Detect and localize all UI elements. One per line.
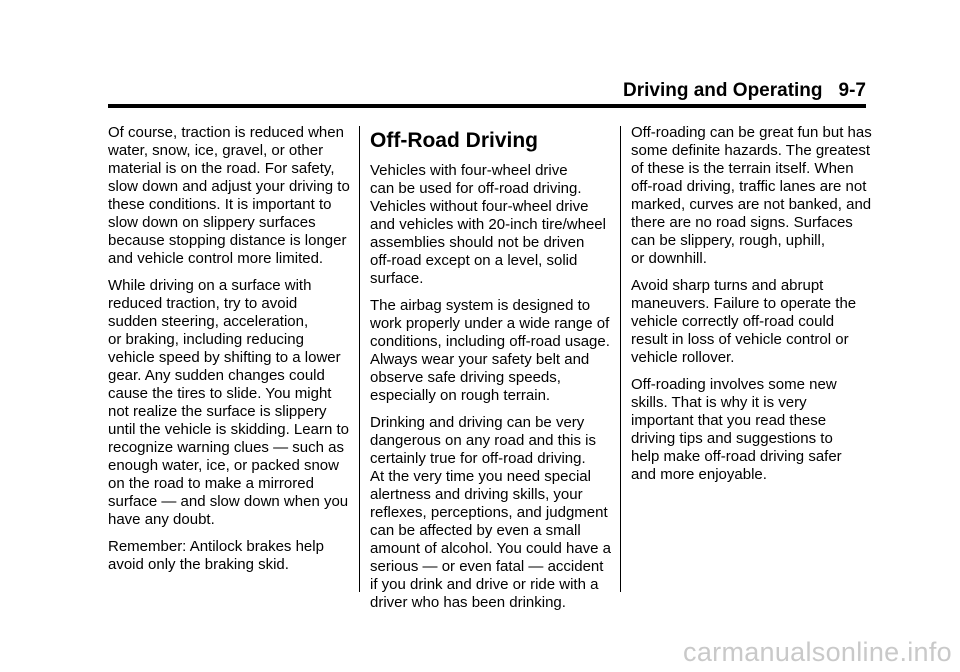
text-line: Remember: Antilock brakes help <box>108 538 324 555</box>
text-line: Off-roading involves some new <box>631 376 837 393</box>
text-line: off-road except on a level, solid <box>370 252 578 269</box>
text-line: assemblies should not be driven <box>370 234 585 251</box>
text-line: slow down on slippery surfaces <box>108 214 316 231</box>
text-line: important that you read these <box>631 412 827 429</box>
text-line: can be affected by even a small <box>370 522 581 539</box>
text-line: recognize warning clues — such as <box>108 439 344 456</box>
text-line: gear. Any sudden changes could <box>108 367 325 384</box>
text-line: off-road driving, traffic lanes are not <box>631 178 867 195</box>
section-title-header: Driving and Operating <box>623 80 823 101</box>
watermark: carmanualsonline.info <box>683 637 952 667</box>
text-line: Drinking and driving can be very <box>370 414 585 431</box>
text-line: conditions, including off-road usage. <box>370 333 610 350</box>
text-line: enough water, ice, or packed snow <box>108 457 339 474</box>
text-line: Vehicles with four-wheel drive <box>370 162 568 179</box>
text-line: vehicle correctly off-road could <box>631 313 835 330</box>
text-line: amount of alcohol. You could have a <box>370 540 612 557</box>
text-line: on the road to make a mirrored <box>108 475 314 492</box>
text-line: and vehicle control more limited. <box>108 250 324 267</box>
text-line: reduced traction, try to avoid <box>108 295 298 312</box>
paragraph <box>370 162 610 288</box>
text-line: if you drink and drive or ride with a <box>370 576 599 593</box>
text-line: help make off-road driving safer <box>631 448 842 465</box>
text-line: water, snow, ice, gravel, or other <box>108 142 324 159</box>
text-line: of these is the terrain itself. When <box>631 160 854 177</box>
text-line: reflexes, perceptions, and judgment <box>370 504 608 521</box>
text-line: some definite hazards. The greatest <box>631 142 871 159</box>
text-line: driving tips and suggestions to <box>631 430 833 447</box>
text-line: alertness and driving skills, your <box>370 486 583 503</box>
paragraph <box>631 124 871 268</box>
column-divider <box>620 126 621 592</box>
text-line: marked, curves are not banked, and <box>631 196 872 213</box>
text-line: these conditions. It is important to <box>108 196 332 213</box>
column-divider <box>359 126 360 592</box>
text-line: sudden steering, acceleration, <box>108 313 309 330</box>
paragraph <box>108 124 348 268</box>
text-line: can be slippery, rough, uphill, <box>631 232 826 249</box>
text-line: and more enjoyable. <box>631 466 767 483</box>
text-line: there are no road signs. Surfaces <box>631 214 853 231</box>
text-line: At the very time you need special <box>370 468 591 485</box>
paragraph <box>631 277 871 367</box>
text-line: skills. That is why it is very <box>631 394 807 411</box>
text-line: because stopping distance is longer <box>108 232 347 249</box>
text-line: Always wear your safety belt and <box>370 351 590 368</box>
text-line: vehicle rollover. <box>631 349 735 366</box>
column-middle <box>370 124 610 621</box>
paragraph <box>370 414 610 612</box>
header-text <box>623 80 866 102</box>
text-line: avoid only the braking skid. <box>108 556 289 573</box>
page-number: 9-7 <box>838 80 866 101</box>
paragraph <box>631 376 871 484</box>
column-left <box>108 124 348 583</box>
text-line: material is on the road. For safety, <box>108 160 335 177</box>
section-heading: Off-Road Driving <box>370 129 538 152</box>
paragraph <box>370 297 610 405</box>
text-line: not realize the surface is slippery <box>108 403 327 420</box>
text-line: and vehicles with 20-inch tire/wheel <box>370 216 606 233</box>
text-line: surface — and slow down when you <box>108 493 349 510</box>
text-line: dangerous on any road and this is <box>370 432 596 449</box>
text-line: While driving on a surface with <box>108 277 312 294</box>
text-line: result in loss of vehicle control or <box>631 331 849 348</box>
text-line: have any doubt. <box>108 511 215 528</box>
text-line: Vehicles without four-wheel drive <box>370 198 589 215</box>
page-header <box>108 76 866 108</box>
text-line: or braking, including reducing <box>108 331 304 348</box>
paragraph <box>108 538 348 574</box>
text-line: especially on rough terrain. <box>370 387 551 404</box>
text-line: certainly true for off-road driving. <box>370 450 586 467</box>
text-line: cause the tires to slide. You might <box>108 385 332 402</box>
text-line: vehicle speed by shifting to a lower <box>108 349 341 366</box>
text-line: Of course, traction is reduced when <box>108 124 344 141</box>
paragraph <box>108 277 348 529</box>
text-line: slow down and adjust your driving to <box>108 178 350 195</box>
text-line: driver who has been drinking. <box>370 594 566 611</box>
text-line: Avoid sharp turns and abrupt <box>631 277 824 294</box>
text-line: maneuvers. Failure to operate the <box>631 295 857 312</box>
text-line: Off-roading can be great fun but has <box>631 124 872 141</box>
text-line: observe safe driving speeds, <box>370 369 561 386</box>
column-right <box>631 124 871 493</box>
text-line: serious — or even fatal — accident <box>370 558 604 575</box>
text-line: The airbag system is designed to <box>370 297 591 314</box>
text-line: surface. <box>370 270 424 287</box>
text-line: until the vehicle is skidding. Learn to <box>108 421 349 438</box>
text-line: can be used for off-road driving. <box>370 180 582 197</box>
text-line: or downhill. <box>631 250 707 267</box>
text-line: work properly under a wide range of <box>370 315 610 332</box>
